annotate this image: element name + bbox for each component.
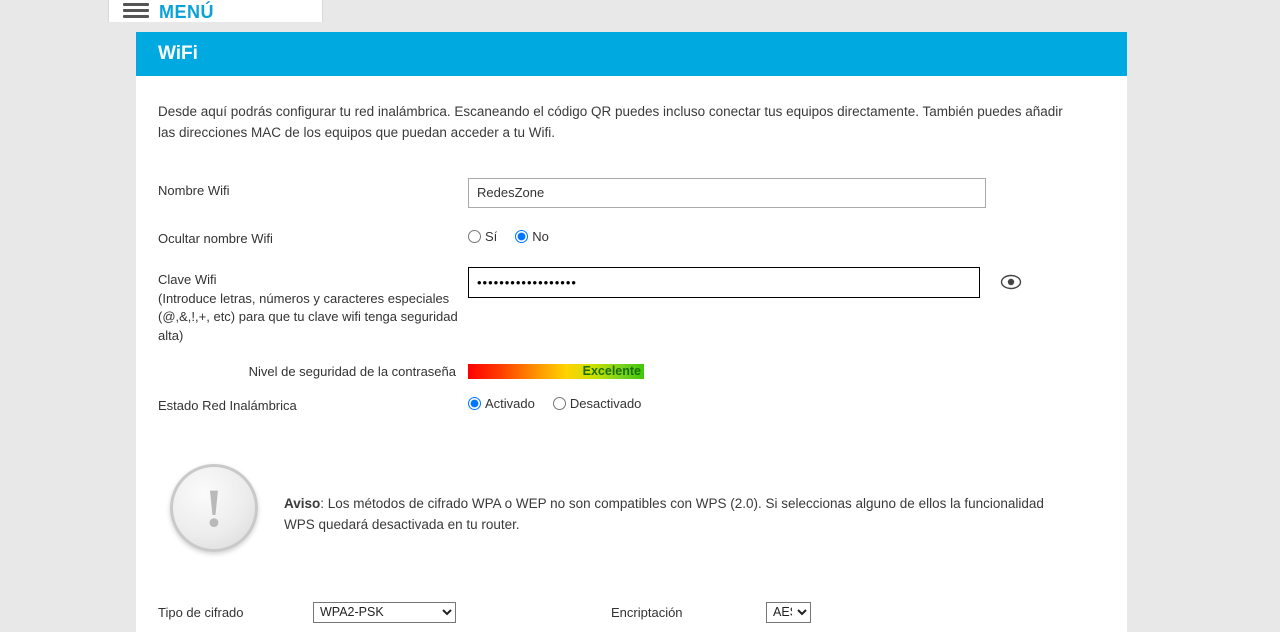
wireless-state-option-activado[interactable] [468,396,535,411]
wifi-panel [136,32,1127,632]
wireless-state-radio-desactivado[interactable] [553,397,566,410]
password-strength-bar [468,364,644,379]
hamburger-icon [123,2,149,18]
password-strength-label: Nivel de seguridad de la contraseña [248,364,456,380]
wps-notice-prefix: Aviso [284,495,321,511]
menu-tab[interactable] [108,0,323,22]
hide-name-option-si[interactable] [468,229,497,244]
row-cipher-encryption [158,602,1105,623]
wifi-name-input[interactable] [468,178,986,208]
wifi-key-field [468,267,1105,298]
panel-body [136,76,1127,623]
wireless-state-option-desactivado-label: Desactivado [569,396,642,412]
wifi-key-label [158,267,468,346]
wireless-state-option-desactivado[interactable] [553,396,642,411]
password-strength-value: Excelente [582,364,641,379]
exclamation-glyph: ! [205,477,223,538]
wps-notice [170,464,1105,552]
wifi-name-field [468,178,1105,208]
hide-name-label: Ocultar nombre Wifi [158,230,273,246]
wireless-state-radio-group [468,393,1105,411]
hide-name-radio-no[interactable] [515,230,528,243]
warning-exclamation-icon [170,464,258,552]
page-title: WiFi [158,43,198,64]
row-wifi-name [158,178,1105,208]
hide-name-radio-group [468,226,1105,244]
wifi-key-label-line4: alta) [158,328,184,344]
wifi-key-label-line3: (@,&,!,+, etc) para que tu clave wifi tenga seguridad [158,309,458,325]
encryption-select[interactable] [766,602,811,623]
wifi-form [158,178,1105,623]
wireless-state-label: Estado Red Inalámbrica [158,398,297,414]
row-wireless-state [158,393,1105,416]
wireless-state-radio-activado[interactable] [468,397,481,410]
cipher-type-select[interactable] [313,602,456,623]
hide-name-option-no[interactable] [515,229,549,244]
cipher-type-label: Tipo de cifrado [158,604,244,620]
wps-notice-text [284,464,1044,536]
menu-tab-label: MENÚ [159,2,214,22]
row-password-strength [158,364,1105,379]
wifi-key-label-line1: Clave Wifi [158,271,217,287]
row-hide-name [158,226,1105,249]
wps-notice-line1: : Los métodos de cifrado WPA o WEP no son compatibles con WPS (2.0). Si seleccionas alguno de ellos la funcionalidad WPS [284,495,1044,532]
hide-name-field [468,226,1105,244]
wireless-state-option-activado-label: Activado [485,396,535,412]
intro-text: Desde aquí podrás configurar tu red inalámbrica. Escaneando el código QR puedes incluso conectar tus equipos directamente. También puedes añadir las direcciones MAC de los equipos que puedan acceder a tu Wifi. [158,104,1063,140]
encryption-label: Encriptación [611,604,683,620]
wifi-name-label: Nombre Wifi [158,182,230,198]
wps-notice-line2: quedará desactivada en tu router. [318,516,520,532]
wifi-key-input[interactable] [468,267,980,298]
row-wifi-key [158,267,1105,346]
wifi-key-label-line2: (Introduce letras, números y caracteres especiales [158,290,450,306]
hide-name-option-si-label: Sí [485,228,498,244]
eye-icon[interactable] [1000,271,1022,293]
hide-name-radio-si[interactable] [468,230,481,243]
hide-name-option-no-label: No [532,228,549,244]
wireless-state-field [468,393,1105,411]
panel-header [136,32,1127,76]
